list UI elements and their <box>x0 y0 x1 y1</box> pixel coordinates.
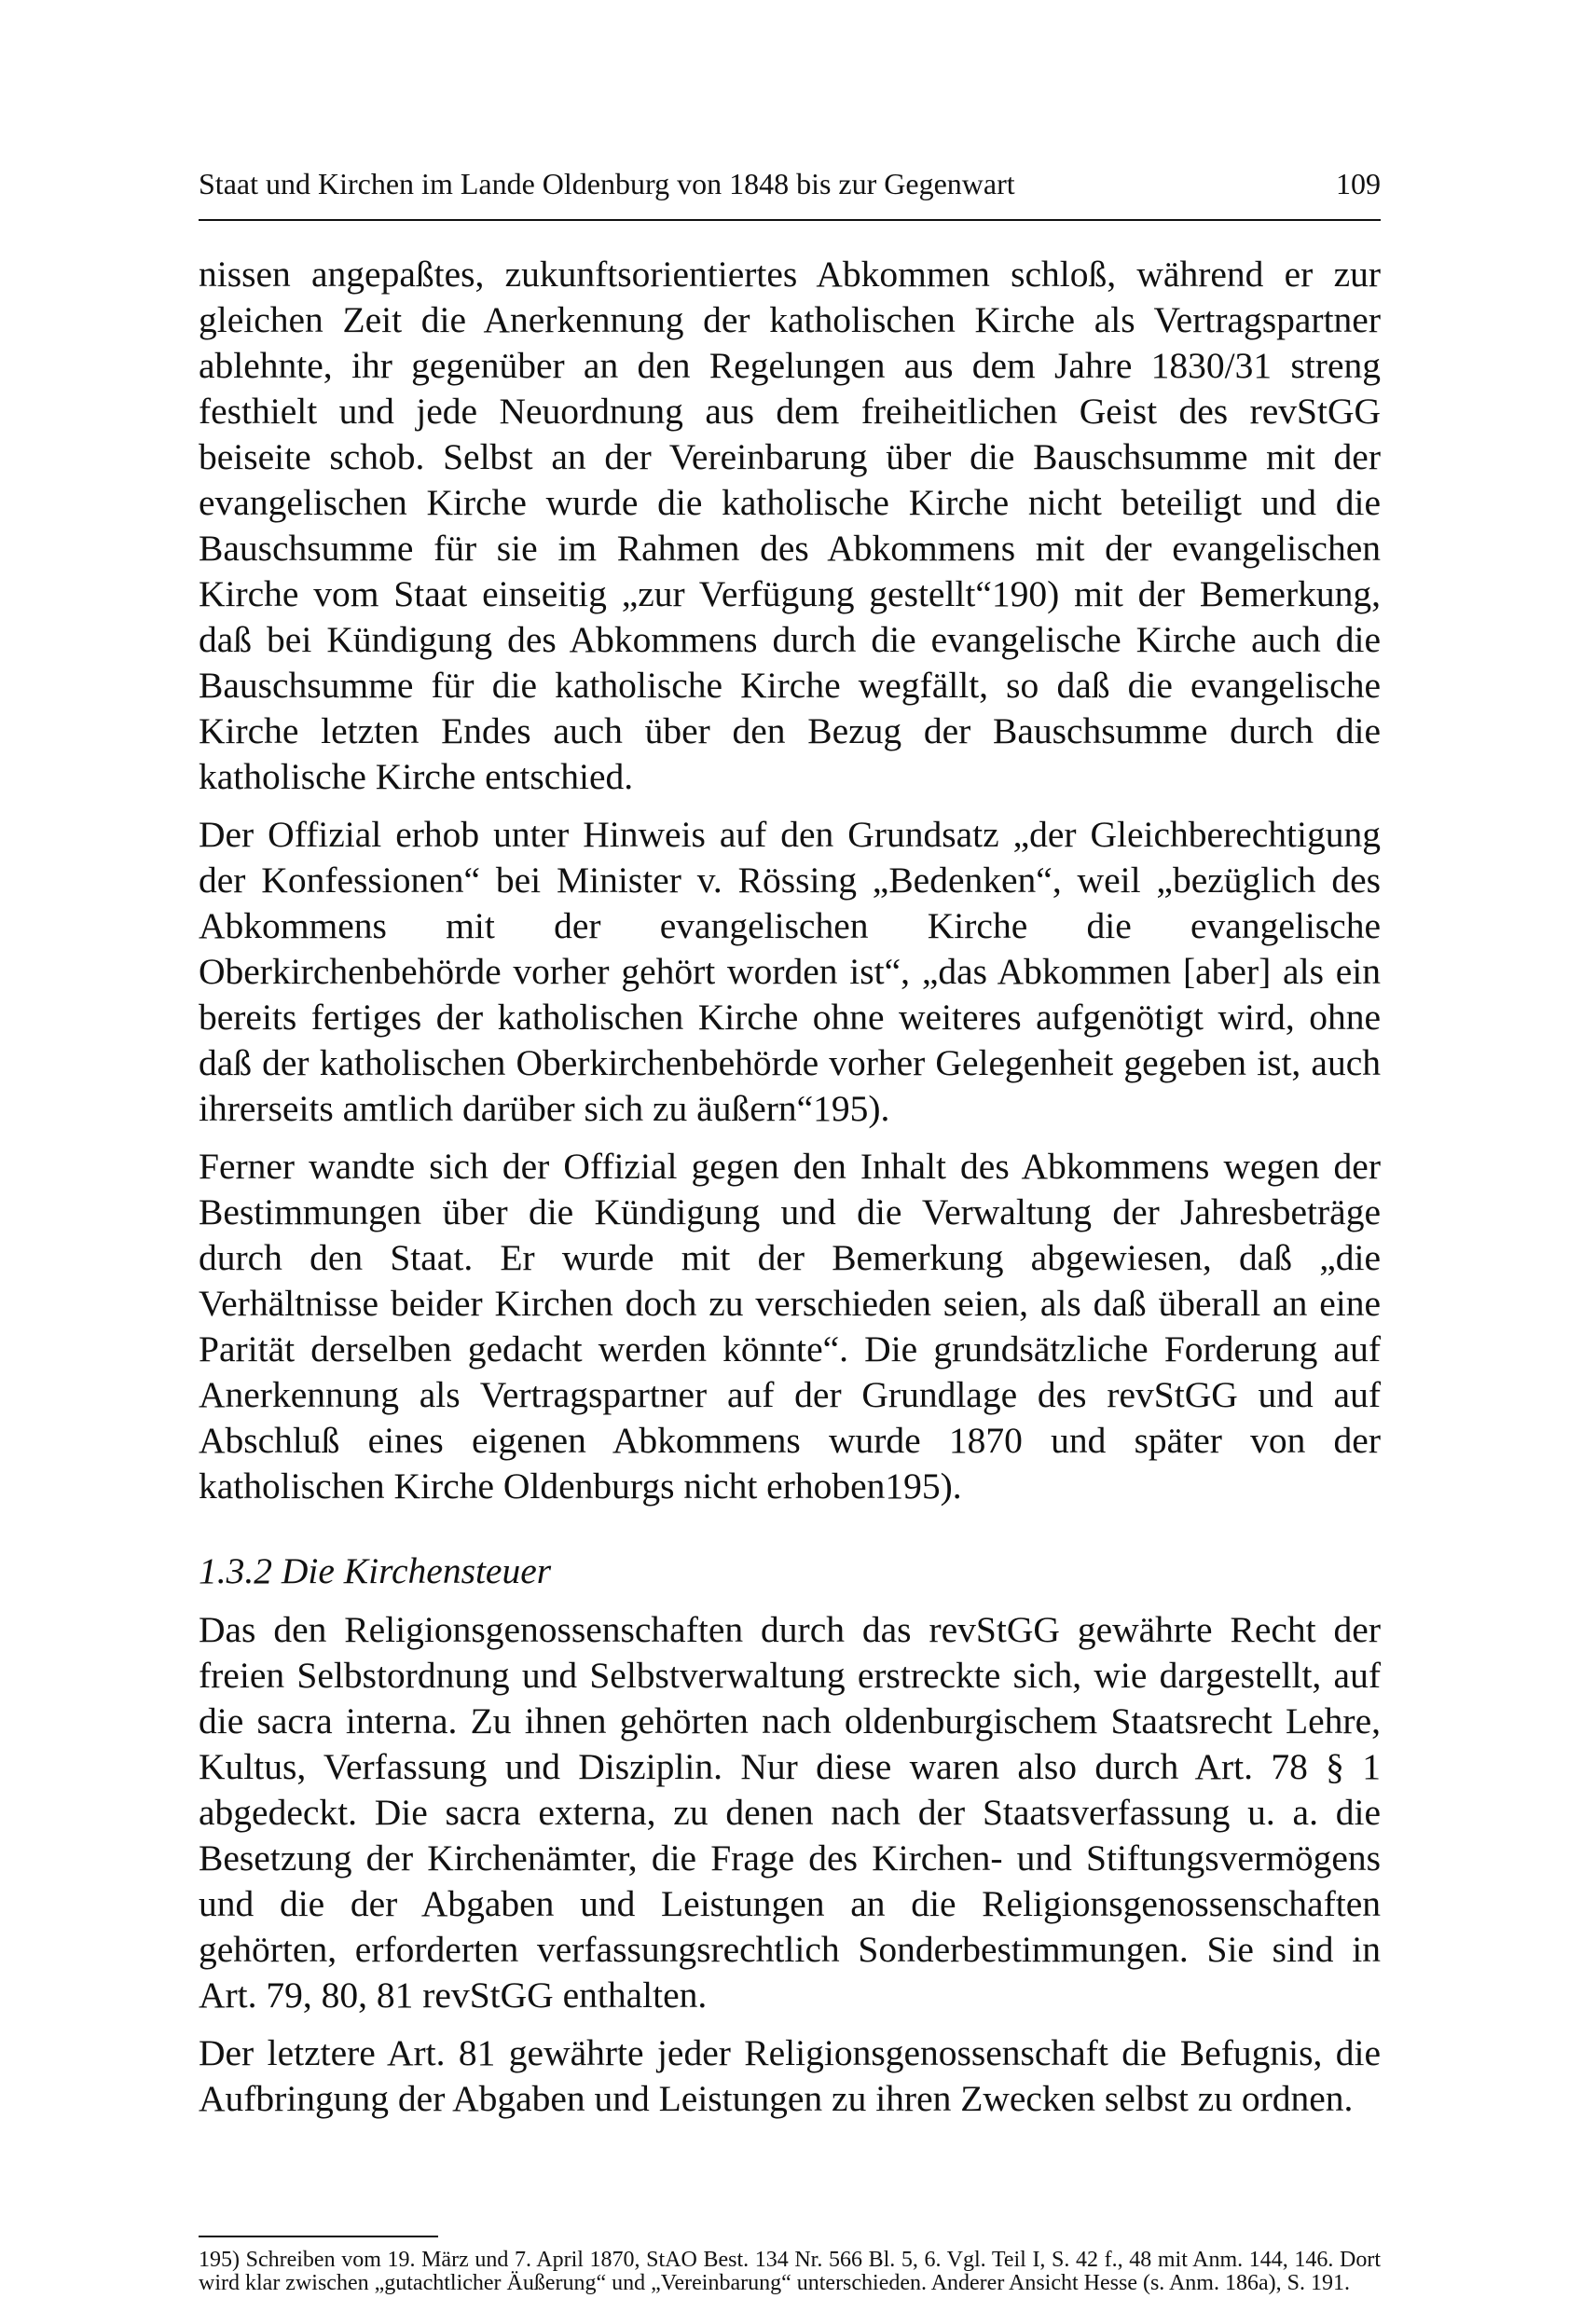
footnote: 195) Schreiben vom 19. März und 7. April 1870, StAO Best. 134 Nr. 566 Bl. 5, 6. Vgl. Teil I, S. 42 f., 48 mit Anm. 144, 146. Dort wird klar zwischen „gutachtlicher Äußerung“ und „Vereinbarung“ unterschieden. Anderer Ansicht Hesse (s. Anm. 186a), S. 191. <box>199 2248 1381 2295</box>
paragraph-3: Ferner wandte sich der Offizial gegen den Inhalt des Abkommens wegen der Bestimmungen über die Kündigung und die Verwaltung der Jahresbeträge durch den Staat. Er wurde mit der Bemerkung abgewiesen, daß „die Verhältnisse beider Kirchen doch zu verschieden seien, als daß überall an eine Parität derselben gedacht werden könnte“. Die grundsätzliche Forderung auf Anerkennung als Vertragspartner auf der Grundlage des revStGG und auf Abschluß eines eigenen Abkommens wurde 1870 und später von der katholischen Kirche Oldenburgs nicht erhoben195). <box>199 1146 1381 1507</box>
running-head <box>199 165 1381 202</box>
running-head-title: Staat und Kirchen im Lande Oldenburg von 1848 bis zur Gegenwart <box>199 167 1015 200</box>
header-rule <box>199 219 1381 221</box>
body-text <box>199 252 1381 2122</box>
paragraph-1: nissen angepaßtes, zukunftsorientiertes Abkommen schloß, während er zur gleichen Zeit die Anerkennung der katholischen Kirche als Vertragspartner ablehnte, ihr gegenüber an den Regelungen aus dem Jahre 1830/31 streng festhielt und jede Neuordnung aus dem freiheitlichen Geist des revStGG beiseite schob. Selbst an der Vereinbarung über die Bauschsumme mit der evangelischen Kirche wurde die katholische Kirche nicht beteiligt und die Bauschsumme für sie im Rahmen des Abkommens mit der evangelischen Kirche vom Staat einseitig „zur Verfügung gestellt“190) mit der Bemerkung, daß bei Kündigung des Abkommens durch die evangelische Kirche auch die Bauschsumme für die katholische Kirche wegfällt, so daß die evangelische Kirche letzten Endes auch über den Bezug der Bauschsumme durch die katholische Kirche entschied. <box>199 254 1381 797</box>
section-heading: 1.3.2 Die Kirchensteuer <box>199 1550 552 1591</box>
page-number: 109 <box>1336 167 1381 200</box>
paragraph-2: Der Offizial erhob unter Hinweis auf den Grundsatz „der Gleichberechtigung der Konfessionen“ bei Minister v. Rössing „Bedenken“, weil „bezüglich des Abkommens mit der evangelischen Kirche die evangelische Oberkirchenbehörde vorher gehört worden ist“, „das Abkommen [aber] als ein bereits fertiges der katholischen Kirche ohne weiteres aufgenötigt wird, ohne daß der katholischen Oberkirchenbehörde vorher Gelegenheit gegeben ist, auch ihrerseits amtlich darüber sich zu äußern“195). <box>199 814 1381 1129</box>
paragraph-4: Das den Religionsgenossenschaften durch das revStGG gewährte Recht der freien Selbstordnung und Selbstverwaltung erstreckte sich, wie dargestellt, auf die sacra interna. Zu ihnen gehörten nach oldenburgischem Staatsrecht Lehre, Kultus, Verfassung und Disziplin. Nur diese waren also durch Art. 78 § 1 abgedeckt. Die sacra externa, zu denen nach der Staatsverfassung u. a. die Besetzung der Kirchenämter, die Frage des Kirchen- und Stiftungsvermögens und die der Abgaben und Leistungen an die Religionsgenossenschaften gehörten, erforderten verfassungsrechtlich Sonderbestimmungen. Sie sind in Art. 79, 80, 81 revStGG enthalten. <box>199 1609 1381 2016</box>
paragraph-5: Der letztere Art. 81 gewährte jeder Religionsgenossenschaft die Befugnis, die Aufbringung der Abgaben und Leistungen zu ihren Zwecken selbst zu ordnen. <box>199 2032 1381 2119</box>
footnote-rule <box>199 2236 438 2237</box>
